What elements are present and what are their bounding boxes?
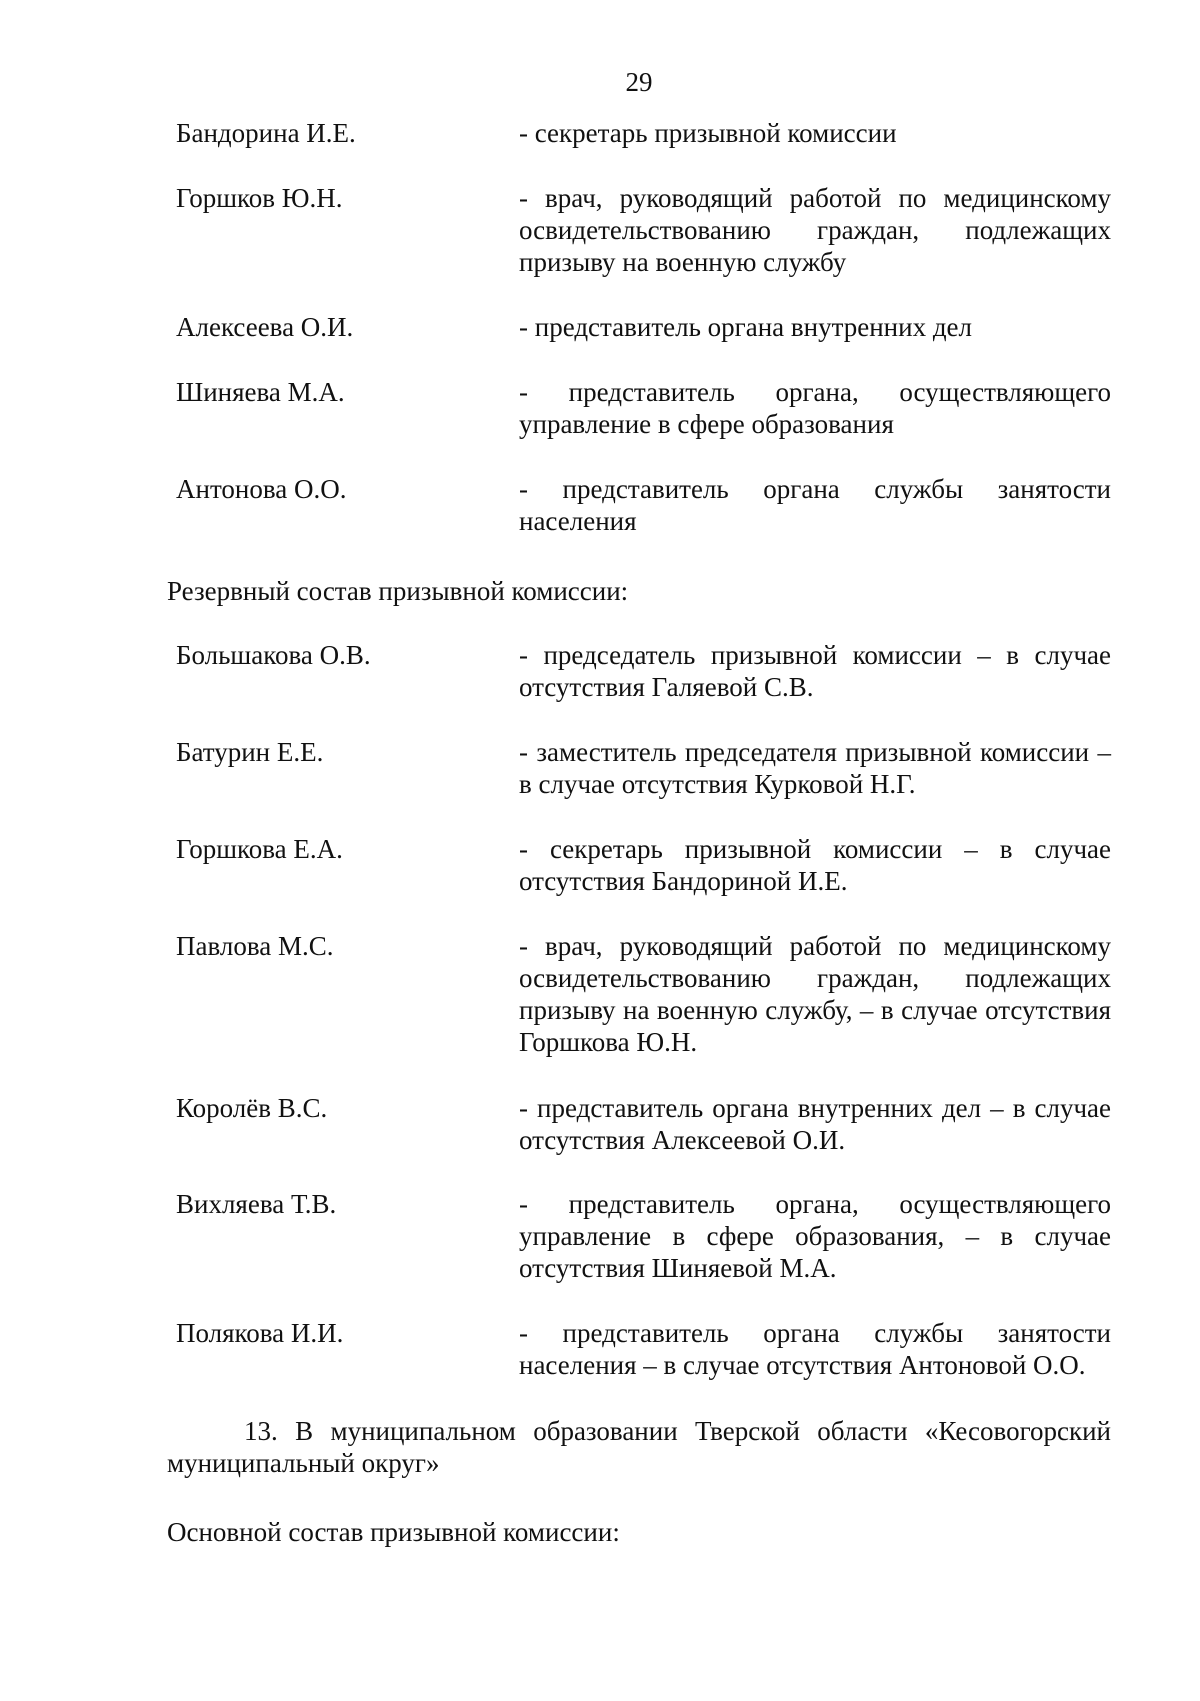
main-heading: Основной состав призывной комиссии: <box>167 1517 620 1547</box>
member-name: Полякова И.И. <box>176 1318 344 1348</box>
section-13-paragraph: 13. В муниципальном образовании Тверской области «Кесовогорский муниципальный округ» <box>167 1416 1111 1478</box>
member-name: Королёв В.С. <box>176 1093 328 1123</box>
member-name: Горшков Ю.Н. <box>176 183 343 213</box>
member-role: - представитель органа службы занятости населения <box>519 474 1111 536</box>
member-role: - представитель органа, осуществляющего управление в сфере образования, – в случае отсутствия Шиняевой М.А. <box>519 1189 1111 1283</box>
member-role: - врач, руководящий работой по медицинскому освидетельствованию граждан, подлежащих призыву на военную службу, – в случае отсутствия Горшкова Ю.Н. <box>519 931 1111 1057</box>
member-role: - врач, руководящий работой по медицинскому освидетельствованию граждан, подлежащих призыву на военную службу <box>519 183 1111 277</box>
member-name: Шиняева М.А. <box>176 377 345 407</box>
member-name: Бандорина И.Е. <box>176 118 356 148</box>
member-name: Вихляева Т.В. <box>176 1189 337 1219</box>
member-role: - представитель органа, осуществляющего управление в сфере образования <box>519 377 1111 439</box>
member-name: Антонова О.О. <box>176 474 347 504</box>
member-name: Павлова М.С. <box>176 931 334 961</box>
member-role: - секретарь призывной комиссии – в случае отсутствия Бандориной И.Е. <box>519 834 1111 896</box>
member-name: Алексеева О.И. <box>176 312 354 342</box>
member-role: - представитель органа внутренних дел – в случае отсутствия Алексеевой О.И. <box>519 1093 1111 1155</box>
member-name: Батурин Е.Е. <box>176 737 324 767</box>
member-role: - заместитель председателя призывной комиссии – в случае отсутствия Курковой Н.Г. <box>519 737 1111 799</box>
member-role: - секретарь призывной комиссии <box>519 118 897 148</box>
member-name: Большакова О.В. <box>176 640 371 670</box>
member-role: - председатель призывной комиссии – в случае отсутствия Галяевой С.В. <box>519 640 1111 702</box>
reserve-heading: Резервный состав призывной комиссии: <box>167 576 629 606</box>
member-name: Горшкова Е.А. <box>176 834 343 864</box>
page-number: 29 <box>625 67 653 97</box>
member-role: - представитель органа внутренних дел <box>519 312 973 342</box>
member-role: - представитель органа службы занятости населения – в случае отсутствия Антоновой О.О. <box>519 1318 1111 1380</box>
